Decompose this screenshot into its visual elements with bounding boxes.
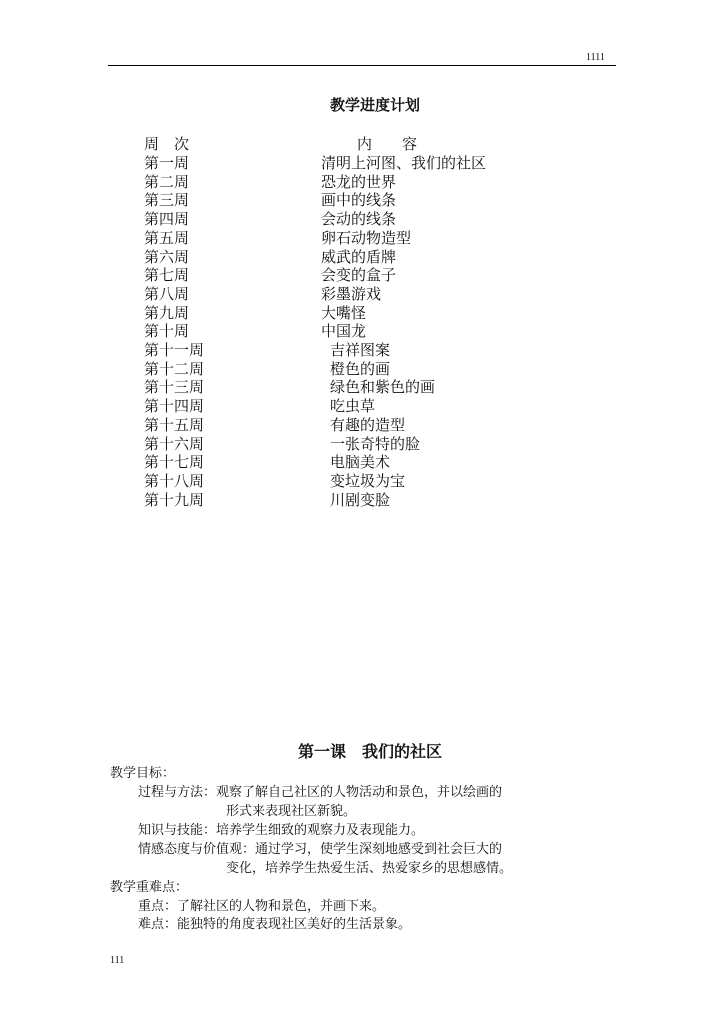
week-label: 第十四周	[144, 397, 205, 416]
key-points-heading: 教学重难点：	[110, 880, 189, 895]
plan-title: 教学进度计划	[330, 96, 421, 114]
content-label: 大嘴怪	[321, 303, 367, 322]
lesson-title: 第一课 我们的社区	[298, 742, 443, 761]
week-label: 第九周	[144, 303, 190, 322]
content-label: 会动的线条	[321, 210, 397, 229]
week-label: 第十一周	[144, 341, 205, 359]
key-point: 重点：了解社区的人物和景色，并画下来。	[138, 899, 386, 914]
week-label: 第十八周	[144, 471, 205, 490]
content-label: 橙色的画	[330, 359, 391, 378]
header-rule	[108, 65, 616, 66]
week-label: 第十七周	[144, 453, 205, 472]
week-label: 第七周	[144, 266, 190, 285]
footer-page-number: 111	[110, 955, 125, 966]
content-label: 绿色和紫色的画	[330, 378, 436, 397]
week-label: 第六周	[144, 247, 190, 266]
week-label: 第一周	[144, 154, 190, 172]
week-label: 第十九周	[144, 490, 205, 509]
column-header-week: 周 次	[144, 135, 190, 153]
week-label: 第十三周	[144, 378, 205, 397]
emotion-values-line1: 情感态度与价值观：通过学习，使学生深刻地感受到社会巨大的	[138, 842, 503, 857]
content-label: 一张奇特的脸	[330, 434, 421, 453]
week-label: 第三周	[144, 191, 190, 210]
content-label: 电脑美术	[330, 453, 391, 472]
week-label: 第八周	[144, 284, 190, 303]
content-label: 画中的线条	[321, 191, 397, 210]
content-label: 会变的盒子	[321, 266, 397, 285]
content-label: 吃虫草	[330, 397, 376, 416]
content-label: 吉祥图案	[330, 341, 391, 359]
process-method-line1: 过程与方法：观察了解自己社区的人物活动和景色，并以绘画的	[138, 785, 503, 800]
difficult-point: 难点：能独特的角度表现社区美好的生活景象。	[138, 917, 412, 932]
knowledge-skills: 知识与技能：培养学生细致的观察力及表现能力。	[138, 823, 425, 838]
content-label: 卵石动物造型	[321, 228, 412, 247]
objectives-heading: 教学目标：	[110, 766, 176, 781]
week-label: 第十周	[144, 322, 190, 341]
content-label: 恐龙的世界	[321, 172, 397, 191]
process-method-line2: 形式来表现社区新貌。	[226, 804, 357, 819]
week-label: 第十五周	[144, 415, 205, 434]
content-label: 有趣的造型	[330, 415, 406, 434]
content-label: 变垃圾为宝	[330, 471, 406, 490]
week-label: 第四周	[144, 210, 190, 229]
content-label: 中国龙	[321, 322, 367, 341]
header-page-number: 1111	[586, 52, 605, 63]
content-label: 威武的盾牌	[321, 247, 397, 266]
content-label: 彩墨游戏	[321, 284, 382, 303]
week-label: 第五周	[144, 228, 190, 247]
week-label: 第十六周	[144, 434, 205, 453]
emotion-values-line2: 变化，培养学生热爱生活、热爱家乡的思想感情。	[226, 861, 513, 876]
column-header-content: 内 容	[357, 135, 418, 153]
content-label: 清明上河图、我们的社区	[321, 154, 487, 172]
week-label: 第二周	[144, 172, 190, 191]
week-label: 第十二周	[144, 359, 205, 378]
content-label: 川剧变脸	[330, 490, 391, 509]
